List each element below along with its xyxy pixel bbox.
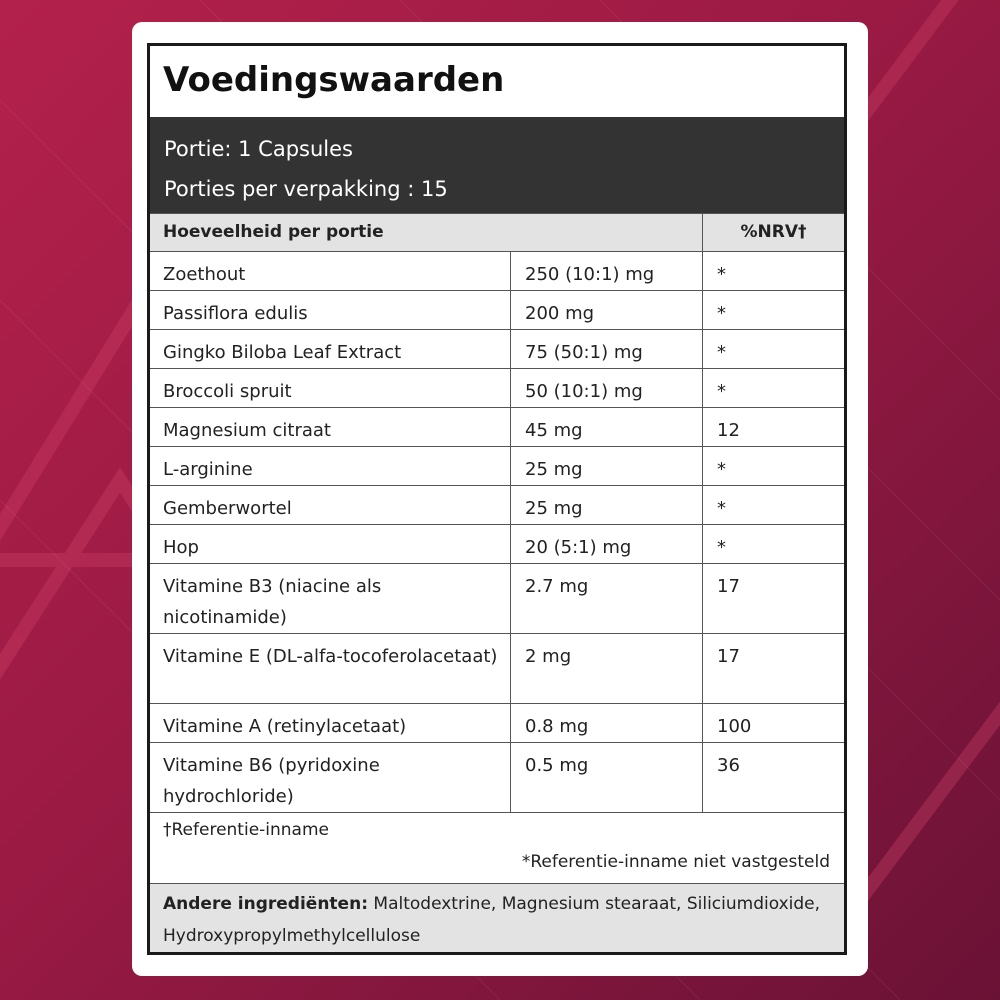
- panel-title: Voedingswaarden: [163, 60, 505, 100]
- table-row: [150, 704, 844, 743]
- ingredient-amount: 25 mg: [511, 486, 703, 524]
- ingredient-name: Vitamine B3 (niacine als nicotinamide): [150, 564, 511, 633]
- ingredient-amount: 25 mg: [511, 447, 703, 485]
- ingredient-nrv: *: [717, 303, 726, 325]
- table-row: [150, 291, 844, 330]
- ingredient-name: Passiflora edulis: [150, 291, 511, 329]
- table-row: [150, 369, 844, 408]
- ingredient-nrv: *: [717, 342, 726, 364]
- table-row: [150, 330, 844, 369]
- footnote-reference: †Referentie-inname: [163, 820, 329, 841]
- ingredient-name: Broccoli spruit: [150, 369, 511, 407]
- ingredient-name: Vitamine E (DL-alfa-tocoferolacetaat): [150, 634, 511, 703]
- serving-size: Portie: 1 Capsules: [164, 136, 353, 161]
- ingredient-amount: 0.5 mg: [511, 743, 703, 812]
- serving-info: [150, 117, 844, 213]
- ingredient-name: L-arginine: [150, 447, 511, 485]
- table-row: [150, 447, 844, 486]
- ingredient-amount: 2 mg: [511, 634, 703, 703]
- ingredient-nrv: 100: [717, 716, 752, 738]
- ingredient-amount: 200 mg: [511, 291, 703, 329]
- ingredient-nrv: 17: [717, 576, 740, 598]
- header-nrv: %NRV†: [740, 221, 807, 242]
- ingredient-amount: 0.8 mg: [511, 704, 703, 742]
- footnotes: [150, 813, 844, 884]
- label-card: [132, 22, 868, 976]
- table-header: [150, 213, 844, 253]
- ingredient-amount: 20 (5:1) mg: [511, 525, 703, 563]
- ingredient-nrv: 36: [717, 755, 740, 777]
- ingredient-nrv: *: [717, 459, 726, 481]
- ingredient-name: Zoethout: [150, 252, 511, 290]
- ingredient-amount: 50 (10:1) mg: [511, 369, 703, 407]
- table-row: [150, 564, 844, 634]
- table-row: [150, 743, 844, 813]
- other-ingredients-label: Andere ingrediënten:: [163, 894, 368, 914]
- servings-per-package: Porties per verpakking : 15: [164, 176, 448, 201]
- ingredient-nrv: *: [717, 498, 726, 520]
- other-ingredients-text: Maltodextrine, Magnesium stearaat, Siliciumdioxide, Hydroxypropylmethylcellulose: [163, 894, 821, 946]
- footnote-not-established: *Referentie-inname niet vastgesteld: [521, 852, 830, 873]
- table-row: [150, 486, 844, 525]
- table-row: [150, 525, 844, 564]
- table-row: [150, 634, 844, 704]
- ingredient-amount: 2.7 mg: [511, 564, 703, 633]
- ingredient-name: Gemberwortel: [150, 486, 511, 524]
- header-amount: Hoeveelheid per portie: [150, 214, 703, 252]
- ingredient-amount: 250 (10:1) mg: [511, 252, 703, 290]
- ingredient-nrv: *: [717, 537, 726, 559]
- ingredient-nrv: *: [717, 264, 726, 286]
- ingredient-name: Magnesium citraat: [150, 408, 511, 446]
- table-row: [150, 408, 844, 447]
- ingredient-name: Gingko Biloba Leaf Extract: [150, 330, 511, 368]
- nutrition-panel: [147, 43, 847, 955]
- ingredient-name: Vitamine B6 (pyridoxine hydrochloride): [150, 743, 511, 812]
- ingredient-nrv: *: [717, 381, 726, 403]
- other-ingredients: [150, 884, 844, 952]
- ingredient-name: Hop: [150, 525, 511, 563]
- ingredient-nrv: 12: [717, 420, 740, 442]
- table-row: [150, 252, 844, 291]
- ingredient-nrv: 17: [717, 646, 740, 668]
- ingredient-amount: 75 (50:1) mg: [511, 330, 703, 368]
- ingredient-name: Vitamine A (retinylacetaat): [150, 704, 511, 742]
- ingredient-amount: 45 mg: [511, 408, 703, 446]
